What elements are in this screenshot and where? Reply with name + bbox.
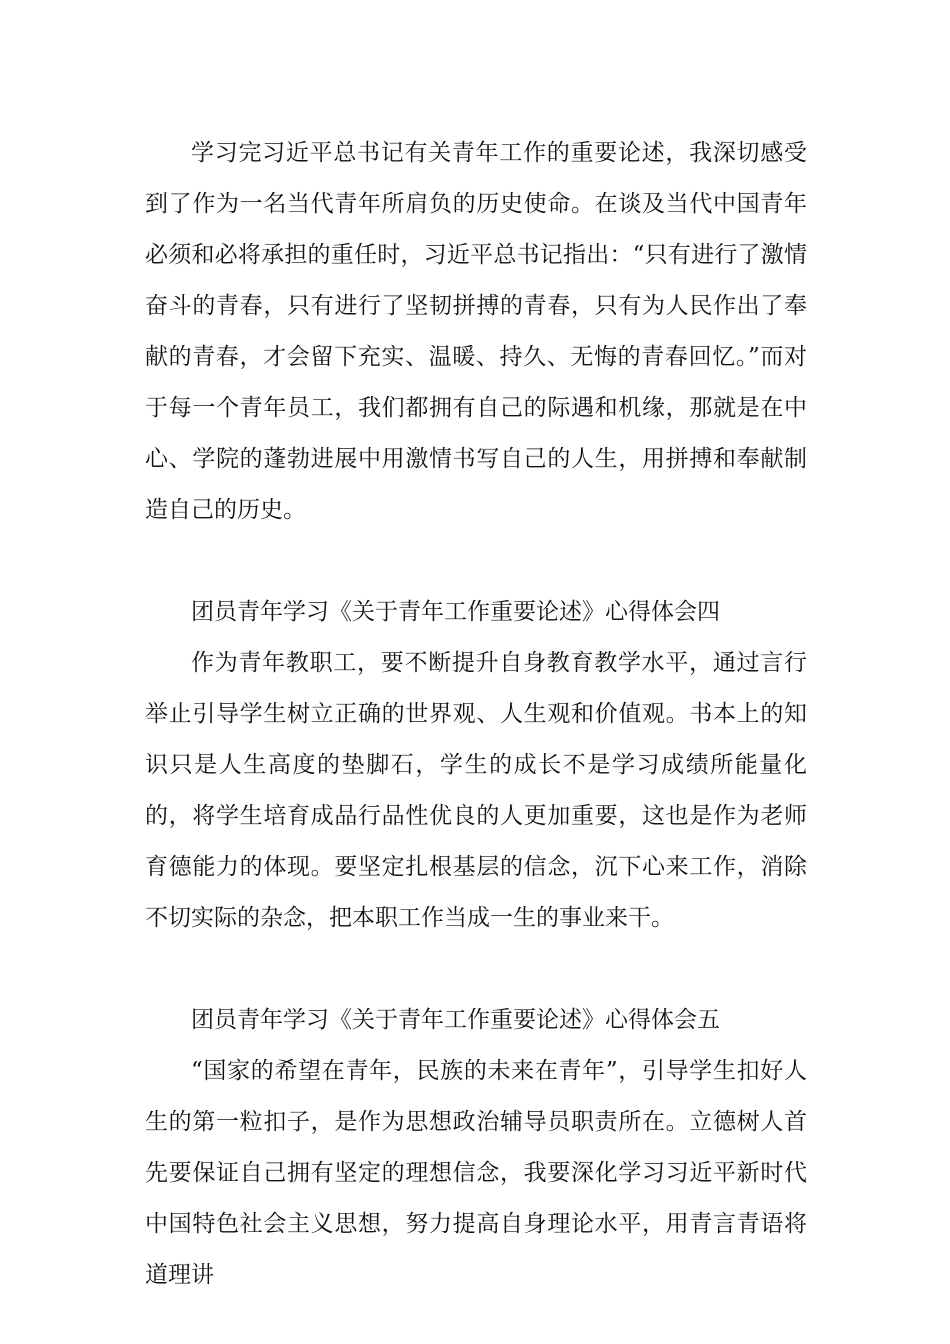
paragraph-spacer	[145, 536, 807, 587]
paragraph-counselor-duty: “国家的希望在青年，民族的未来在青年”，引导学生扣好人生的第一粒扣子，是作为思想政治辅导员职责所在。立德树人首先要保证自己拥有坚定的理想信念，我要深化学习习近平新时代中国特色社会主义思想，努力提高自身理论水平，用青言青语将道理讲	[145, 1058, 807, 1288]
section-heading-four: 团员青年学习《关于青年工作重要论述》心得体会四	[191, 599, 720, 625]
paragraph-spacer	[145, 944, 807, 995]
paragraph-teacher-duty: 作为青年教职工，要不断提升自身教育教学水平，通过言行举止引导学生树立正确的世界观、人生观和价值观。书本上的知识只是人生高度的垫脚石，学生的成长不是学习成绩所能量化的，将学生培育成品行品性优良的人更加重要，这也是作为老师育德能力的体现。要坚定扎根基层的信念，沉下心来工作，消除不切实际的杂念，把本职工作当成一生的事业来干。	[145, 650, 807, 931]
document-body	[145, 128, 807, 1301]
paragraph-youth-mission: 学习完习近平总书记有关青年工作的重要论述，我深切感受到了作为一名当代青年所肩负的历史使命。在谈及当代中国青年必须和必将承担的重任时，习近平总书记指出：“只有进行了激情奋斗的青春，只有进行了坚韧拼搏的青春，只有为人民作出了奉献的青春，才会留下充实、温暖、持久、无悔的青春回忆。”而对于每一个青年员工，我们都拥有自己的际遇和机缘，那就是在中心、学院的蓬勃进展中用激情书写自己的人生，用拼搏和奉献制造自己的历史。	[145, 140, 807, 523]
section-heading-five: 团员青年学习《关于青年工作重要论述》心得体会五	[191, 1007, 720, 1033]
